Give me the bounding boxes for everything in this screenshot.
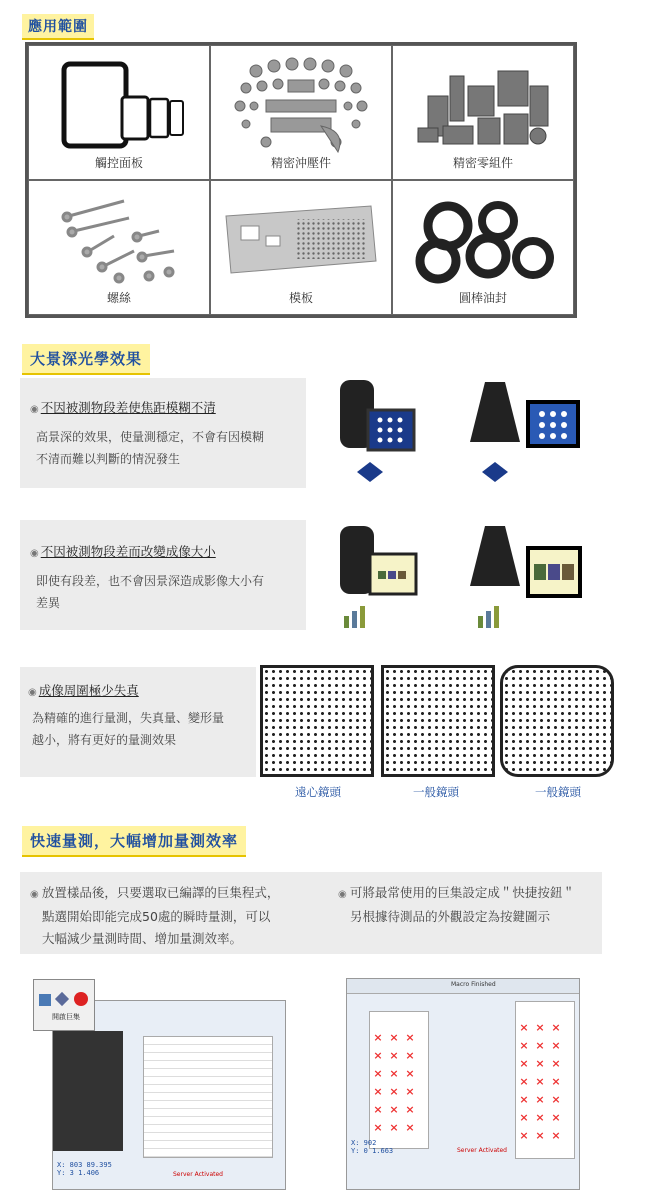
feature-text: 即使有段差，也不會因景深造成影像大小有 差異: [36, 574, 265, 610]
lens-caption-telecentric: 遠心鏡頭: [295, 785, 341, 799]
app-item-touch-panel: [28, 45, 210, 180]
feature-heading: ◉ 不因被測物段差而改變成像大小: [30, 542, 216, 560]
oil-seals-image: [393, 189, 573, 293]
focus-comparison-illustration: [330, 372, 590, 492]
app-item-template-plate: [210, 180, 392, 315]
screws-image: [29, 189, 209, 293]
open-macro-label[interactable]: 開啟巨集: [52, 1013, 80, 1021]
feature-text: 高景深的效果，使量測穩定，不會有因模糊 不清而難以判斷的情況發生: [36, 430, 265, 466]
application-grid: [25, 42, 577, 318]
server-status: Server Activated: [173, 1171, 223, 1178]
touch-panel-image: [29, 54, 209, 158]
telecentric-grid-image: [260, 665, 374, 777]
app-item-oil-seals: [392, 180, 574, 315]
normal-lens-grid-image-1: [381, 665, 495, 777]
feature-text: 為精確的進行量測，失真量、變形量 越小，將有更好的量測效果: [32, 711, 225, 747]
app-item-stamping-parts: [210, 45, 392, 180]
section-title-depth-of-field: 大景深光學效果: [22, 344, 150, 375]
fast-measure-description-box: [20, 872, 602, 954]
app-item-screws: [28, 180, 210, 315]
feature-heading: ◉ 成像周圍極少失真: [28, 681, 139, 699]
feature-box-distortion: [20, 667, 256, 777]
app-item-precision-parts: [392, 45, 574, 180]
feature-heading: ◉ 不因被測物段差使焦距模糊不清: [30, 398, 216, 416]
app-item-label: 精密零組件: [452, 156, 513, 170]
lens-caption-normal-2: 一般鏡頭: [535, 785, 581, 799]
grid-icon[interactable]: [39, 994, 51, 1006]
app-item-label: 螺絲: [106, 291, 131, 305]
window-toolbar: [347, 979, 579, 994]
server-status: Server Activated: [457, 1147, 507, 1154]
software-screenshot-shortcut-buttons: [346, 978, 580, 1190]
section-title-fast-measurement: 快速量測，大幅增加量測效率: [22, 826, 246, 857]
image-size-comparison-illustration: [330, 516, 590, 636]
precision-parts-image: [393, 54, 573, 158]
macro-diamond-icon[interactable]: [55, 992, 69, 1006]
feature-box-image-size: [20, 520, 306, 630]
normal-lens-grid-image-2: [500, 665, 614, 777]
app-item-label: 精密沖壓件: [270, 156, 331, 170]
shortcut-button-grid-left: × × × × × × × × × × × × × × × × × ×: [369, 1011, 429, 1149]
coordinate-readout: X: 902 Y: 0 1.663: [351, 1139, 394, 1155]
app-item-label: 圓棒油封: [458, 291, 507, 305]
lens-caption-normal-1: 一般鏡頭: [413, 785, 459, 799]
coordinate-readout: X: 803 89.395 Y: 3 1.406: [57, 1161, 112, 1177]
window-title: Macro Finished: [451, 981, 496, 988]
section-title-applications: 應用範圍: [22, 14, 94, 40]
stop-icon[interactable]: [74, 992, 88, 1006]
fast-left-text: ◉ 放置樣品後，只要選取已編譯的巨集程式， 點選開始即能完成50處的瞬時量測，可以 大幅減少量測時間、增加量測效率。: [30, 885, 280, 946]
macro-toolbar-popup: [33, 979, 95, 1031]
shortcut-button-grid-right: × × × × × × × × × × × × × × × × × × × × ×: [515, 1001, 575, 1159]
fast-right-text: ◉ 可將最常使用的巨集設定成＂快捷按鈕＂ 另根據待測品的外觀設定為按鍵圖示: [338, 885, 575, 924]
template-plate-image: [211, 189, 391, 293]
app-item-label: 觸控面板: [94, 156, 143, 170]
stamping-parts-image: [211, 54, 391, 158]
macro-table: [143, 1036, 273, 1158]
feature-box-focus: [20, 378, 306, 488]
app-item-label: 模板: [288, 291, 313, 305]
part-image: [53, 1031, 123, 1151]
